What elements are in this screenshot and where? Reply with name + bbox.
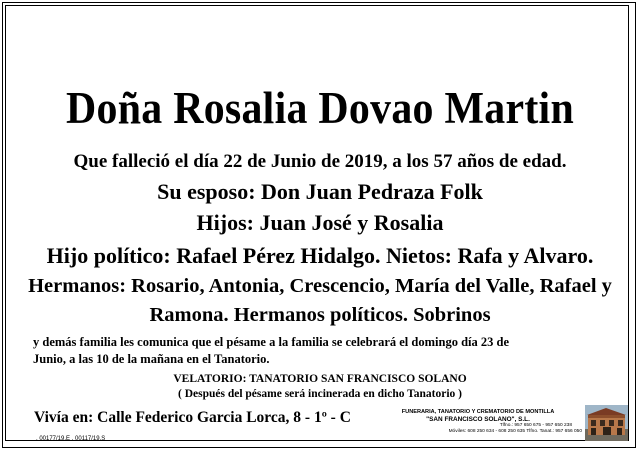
funeral-home-name: "SAN FRANCISCO SOLANO", S.L. [426, 415, 530, 423]
wake-location: VELATORIO: TANATORIO SAN FRANCISCO SOLANO [173, 373, 467, 385]
building-photo-icon [585, 405, 628, 441]
funeral-home-title: FUNERARIA, TANATORIO Y CREMATORIO DE MONTILLA [401, 409, 555, 415]
condolence-paragraph-2: Junio, a las 10 de la mañana en el Tanatorio. [33, 352, 270, 366]
reference-code: . 00177/19.E . 00117/19.S [36, 436, 106, 442]
siblings-line: Hermanos: Rosario, Antonia, Crescencio, María del Valle, Rafael y [28, 275, 612, 297]
address-line: Vivía en: Calle Federico Garcia Lorca, 8 - 1º - C [34, 409, 351, 426]
deceased-name: Doña Rosalia Dovao Martin [65, 83, 575, 133]
funeral-home-block [374, 409, 582, 435]
condolence-paragraph-1: y demás familia les comunica que el pésame a la familia se celebrará el domingo día 23 de [33, 335, 509, 349]
death-date-line: Que falleció el día 22 de Junio de 2019, a los 57 años de edad. [73, 151, 567, 172]
spouse-line: Su esposo: Don Juan Pedraza Folk [157, 179, 483, 204]
siblings-line-2: Ramona. Hermanos políticos. Sobrinos [149, 304, 491, 326]
in-law-grandchildren-line: Hijo político: Rafael Pérez Hidalgo. Nietos: Rafa y Alvaro. [46, 243, 594, 268]
cremation-note: ( Después del pésame será incinerada en dicho Tanatorio ) [178, 388, 462, 400]
funeral-home-mobiles: Móviles: 608 250 634 - 608 250 635 Tlfno. Tanat.: 957 656 050 [448, 429, 582, 434]
funeral-home-phone: Tlfno.: 957 650 675 - 957 650 238 [499, 423, 572, 428]
children-line: Hijos: Juan José y Rosalia [196, 210, 444, 235]
